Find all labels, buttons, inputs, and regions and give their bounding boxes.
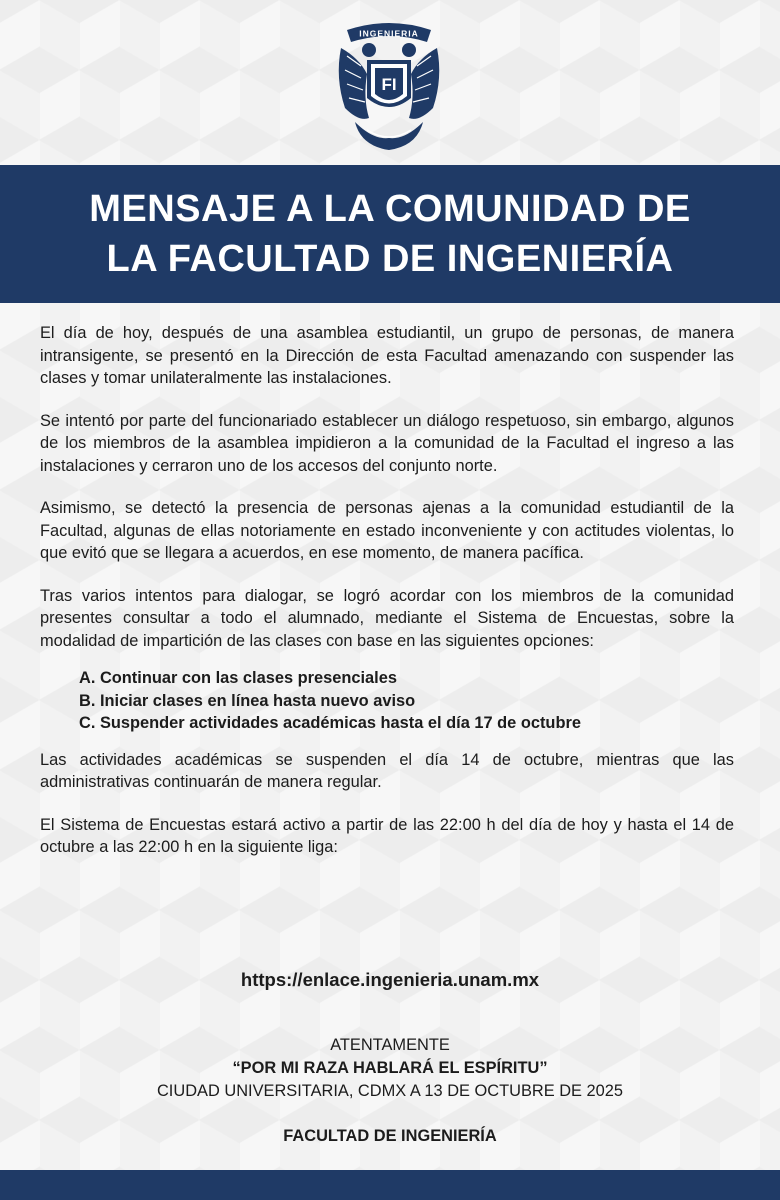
paragraph-5: Las actividades académicas se suspenden el día 14 de octubre, mientras que las administrativas continuarán de manera regular. (40, 750, 734, 791)
title-line-1: MENSAJE A LA COMUNIDAD DE (89, 188, 691, 230)
salutation: ATENTAMENTE (330, 1036, 450, 1054)
svg-text:FI: FI (381, 75, 397, 94)
paragraph-2: Se intentó por parte del funcionariado establecer un diálogo respetuoso, sin embargo, algunos de los miembros de la asamblea impidieron a la comunidad de la Facultad el ingreso a las instalaciones y cerraron uno de los accesos del conjunto norte. (40, 411, 734, 475)
svg-text:INGENIERIA: INGENIERIA (359, 28, 419, 39)
signature: FACULTAD DE INGENIERÍA (283, 1127, 497, 1145)
faculty-logo (333, 18, 445, 154)
option-b: B. Iniciar clases en línea hasta nuevo aviso (79, 691, 416, 710)
motto: “POR MI RAZA HABLARÁ EL ESPÍRITU” (232, 1059, 548, 1077)
survey-link[interactable]: https://enlace.ingenieria.unam.mx (240, 969, 540, 990)
paragraph-1: El día de hoy, después de una asamblea estudiantil, un grupo de personas, de manera intransigente, se presentó en la Dirección de esta Facultad amenazando con suspender las clases y tomar unilateralmente las instalaciones. (40, 324, 734, 387)
closing-block (0, 1034, 780, 1148)
paragraph-4: Tras varios intentos para dialogar, se logró acordar con los miembros de la comunidad presentes consultar a todo el alumnado, mediante el Sistema de Encuestas, sobre la modalidad de impartición de las clases con base en las siguientes opciones: (40, 586, 734, 650)
footer-bar (0, 1170, 780, 1200)
page-title (20, 184, 760, 284)
paragraph-6: El Sistema de Encuestas estará activo a partir de las 22:00 h del día de hoy y hasta el 14 de octubre a las 22:00 h en la siguiente liga: (40, 815, 734, 856)
option-a: A. Continuar con las clases presenciales (79, 669, 397, 687)
place-date: CIUDAD UNIVERSITARIA, CDMX A 13 DE OCTUBRE DE 2025 (156, 1082, 624, 1100)
options-list (79, 667, 734, 735)
option-c: C. Suspender actividades académicas hasta el día 17 de octubre (79, 714, 581, 732)
message-body (40, 322, 734, 879)
paragraph-3: Asimismo, se detectó la presencia de personas ajenas a la comunidad estudiantil de la Facultad, algunas de ellas notoriamente en estado inconveniente y con actitudes violentas, lo que evitó que se llegara a acuerdos, en ese momento, de manera pacífica. (40, 499, 734, 562)
title-line-2: LA FACULTAD DE INGENIERÍA (106, 238, 674, 280)
title-banner (0, 165, 780, 303)
